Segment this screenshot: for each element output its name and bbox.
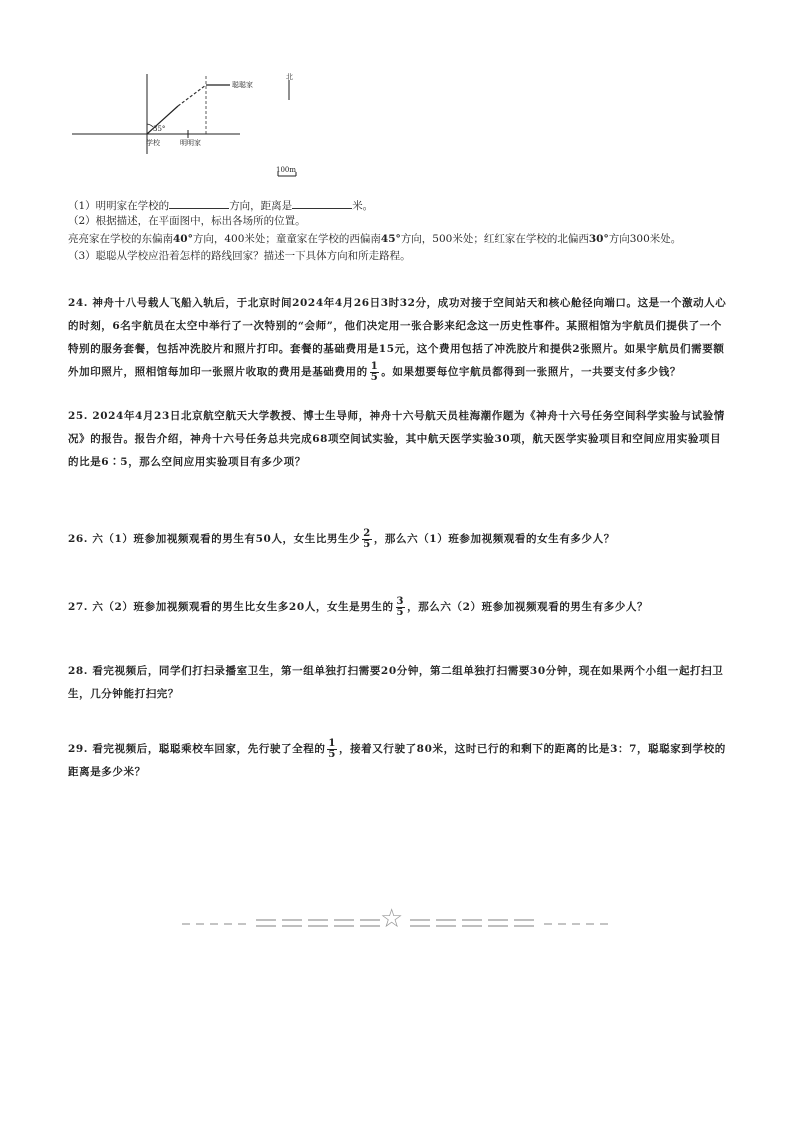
q24-frac-den: 5 xyxy=(370,371,379,383)
q23-part3: （3）聪聪从学校应沿着怎样的路线回家？描述一下具体方向和所走路程。 xyxy=(68,250,411,262)
question-26 xyxy=(68,528,728,551)
q23-desc-angle1: 40° xyxy=(173,233,193,245)
q24-frac-num: 1 xyxy=(370,360,379,372)
q26-frac-den: 5 xyxy=(363,538,371,550)
q26-fraction xyxy=(362,529,372,550)
q29-text-a: 29. 看完视频后，聪聪乘校车回家，先行驶了全程的 xyxy=(68,743,326,755)
q23-part2: （2）根据描述，在平面图中，标出各场所的位置。 xyxy=(68,215,306,227)
answer-blank-distance[interactable] xyxy=(292,198,352,209)
question-25: 25. 2024年4月23日北京航空航天大学教授、博士生导师，神舟十六号航天员桂海潮作题为《神舟十六号任务空间科学实验与试验情况》的报告。报告介绍，神舟十六号任务总共完成68项空间试实验，其中航天医学实验30项，航天医学实验项目和空间应用实验项目的比是6∶5，那么空间应用实验项目有多少项？ xyxy=(68,410,725,468)
q23-desc-c: 方向，400米处；童童家在学校的西偏南 xyxy=(192,233,381,245)
q24-text-b: 。如果想要每位宇航员都得到一张照片，一共要支付多少钱？ xyxy=(381,366,681,378)
q23-part1-c: 米。 xyxy=(352,200,374,212)
question-24 xyxy=(68,292,728,384)
q29-frac-den: 5 xyxy=(328,748,336,760)
q23-desc-angle3: 30° xyxy=(588,233,609,245)
q27-frac-num: 3 xyxy=(396,595,405,607)
divider-star-icon: ☆ xyxy=(380,904,404,934)
q29-fraction xyxy=(327,739,337,760)
q26-text-a: 26. 六（1）班参加视频观看的男生有50人，女生比男生少 xyxy=(68,533,361,545)
q23-desc-a: 亮亮家在学校的东偏南 xyxy=(68,233,173,245)
q27-frac-den: 5 xyxy=(396,606,405,618)
q23-desc-e: 方向，500米处；红红家在学校的北偏西 xyxy=(400,233,589,245)
q27-text-b: ，那么六（2）班参加视频观看的男生有多少人？ xyxy=(407,601,649,613)
q26-text-b: ，那么六（1）班参加视频观看的女生有多少人？ xyxy=(373,533,615,545)
label-mingming-home: 明明家 xyxy=(180,139,201,147)
label-angle: 35° xyxy=(153,125,166,133)
q29-frac-num: 1 xyxy=(328,737,336,749)
question-28: 28. 看完视频后，同学们打扫录播室卫生，第一组单独打扫需要20分钟，第二组单独打扫需要30分钟，现在如果两个小组一起打扫卫生，几分钟能打扫完？ xyxy=(68,665,724,700)
q27-fraction xyxy=(396,597,406,618)
q24-text-a: 24. 神舟十八号载人飞船入轨后，于北京时间2024年4月26日3时32分，成功对接于空间站天和核心舱径向端口。这是一个激动人心的时刻，6名宇航员在太空中举行了一次特别的“会师”，他们决定用一张合影来纪念这一历史性事件。某照相馆为宇航员们提供了一个特别的服务套餐，包括冲洗胶片和照片打印。套餐的基础费用是15元，这个费用包括了冲洗胶片和提供2张照片。如果宇航员们需要额外加印照片，照相馆每加印一张照片收取的费用是基础费用的 xyxy=(68,297,727,378)
answer-blank-direction[interactable] xyxy=(169,198,229,209)
q23-desc-g: 方向300米处。 xyxy=(608,233,682,245)
q23-description xyxy=(68,232,681,246)
q23-part1 xyxy=(68,198,373,213)
q26-frac-num: 2 xyxy=(363,527,371,539)
q23-desc-angle2: 45° xyxy=(380,233,401,245)
label-school: 学校 xyxy=(146,139,160,147)
q23-part1-b: 方向，距离是 xyxy=(229,200,293,212)
q29-text-b: ，接着又行驶了80米，这时已行的和剩下的距离的比是3：7，聪聪家到学校的距离是多少米？ xyxy=(68,743,726,778)
q24-fraction xyxy=(370,362,380,383)
question-29 xyxy=(68,738,728,784)
label-scale: 100m xyxy=(276,166,296,174)
label-conghong-home: 聪聪家 xyxy=(232,81,253,89)
q23-part1-a: （1）明明家在学校的 xyxy=(68,200,170,212)
question-27 xyxy=(68,596,728,619)
q27-text-a: 27. 六（2）班参加视频观看的男生比女生多20人，女生是男生的 xyxy=(68,601,394,613)
label-north: 北 xyxy=(286,73,293,81)
